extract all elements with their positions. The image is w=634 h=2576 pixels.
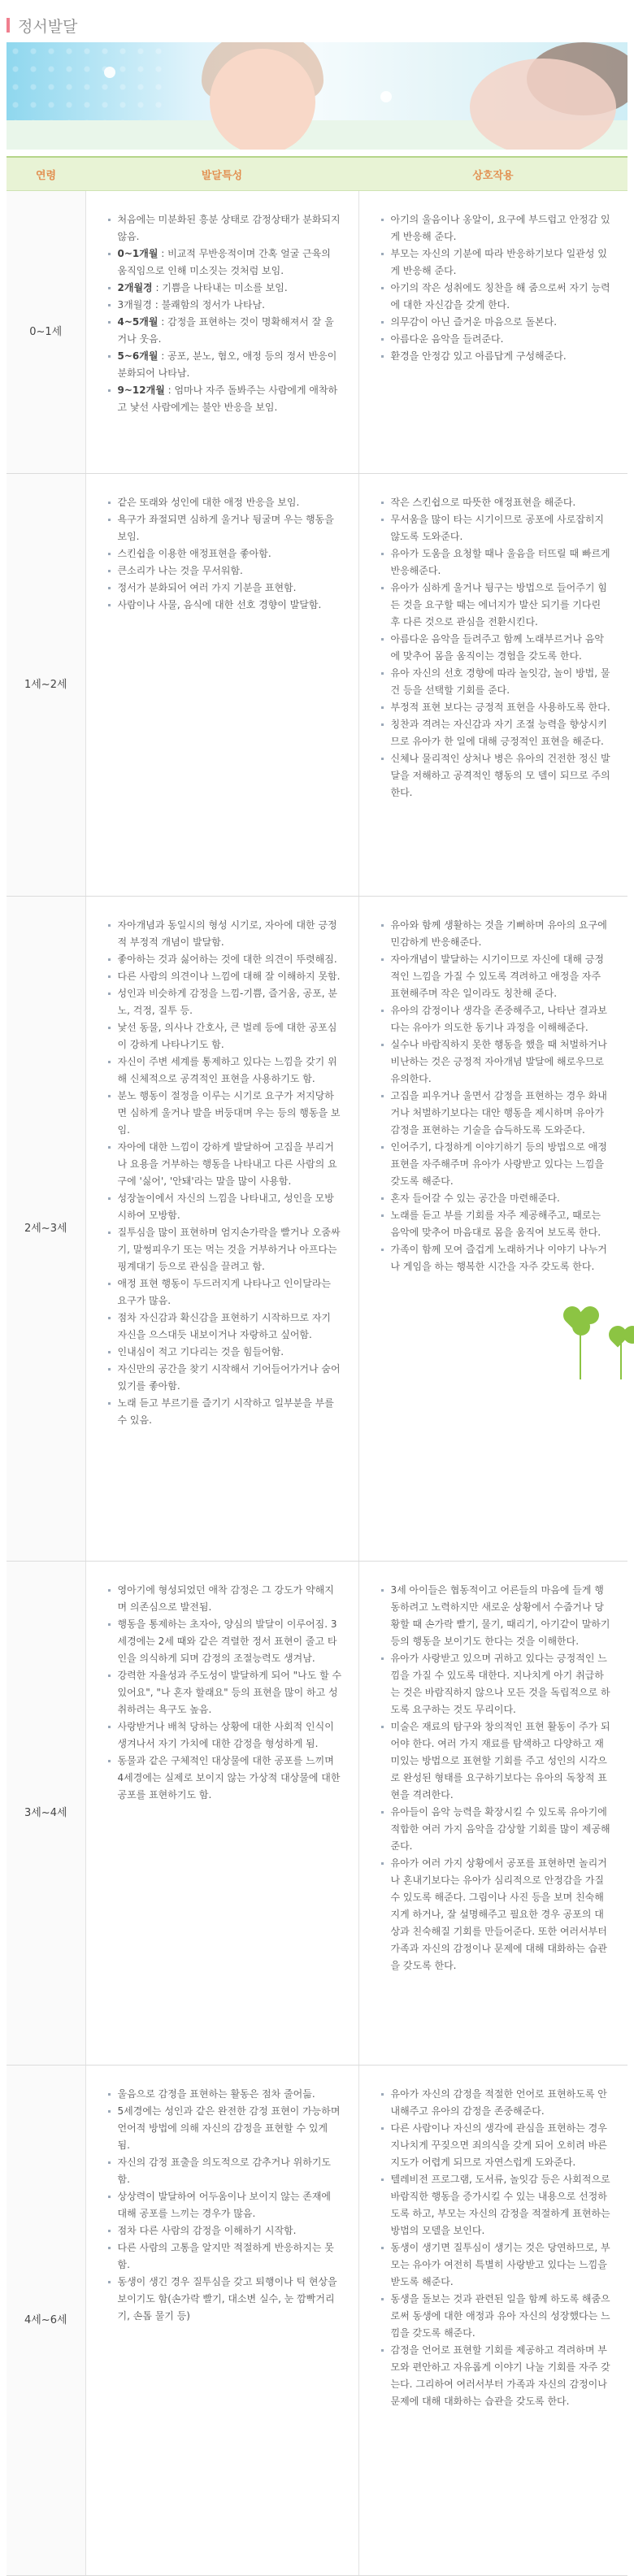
list-item [108,917,343,951]
item-text: 다른 사람의 의견이나 느낌에 대해 잘 이해하지 못함. [117,971,341,982]
item-text: 질투심을 많이 표현하며 엄지손가락을 빨거나 오줌싸기, 말썽피우기 또는 먹는 것을 거부하거나 아프다는 핑계대기 등으로 관심을 끌려고 함. [117,1227,341,1272]
list-item [108,1361,343,1395]
list-item [108,1344,343,1361]
item-text: 스킨쉽을 이용한 애정표현을 좋아함. [117,548,271,559]
list-item [108,580,343,597]
page-title: 정서발달 [18,18,78,36]
list-item [108,563,343,580]
list-item [108,1224,343,1275]
list-item [108,2222,343,2239]
table-row [7,191,627,474]
list-item: 아기의 작은 성취에도 칭찬을 해 줌으로써 자기 능력에 대한 자신감을 갖게 한다. [381,280,613,314]
features-cell [85,2066,358,2576]
features-cell [85,897,358,1562]
list-item [108,1667,343,1718]
flower-decoration [380,91,392,102]
list-item: 유아의 감정이나 생각을 존중해주고, 나타난 결과보다는 유아가 의도한 동기나 과정을 이해해준다. [381,1002,613,1036]
header-interaction: 상호작용 [358,157,627,191]
item-text: 성인과 비슷하게 감정을 느낌-기쁨, 즐거움, 공포, 분노, 걱정, 질투 등. [117,988,338,1016]
interaction-list [360,475,627,816]
list-item [108,1088,343,1139]
title-marker [7,18,10,33]
list-item: 아름다운 음악을 들려주고 함께 노래부르거나 음악에 맞추어 몸을 움직이는 경험을 갖도록 한다. [381,631,613,665]
list-item: 유아가 자신의 감정을 적절한 언어로 표현하도록 안내해주고 유아의 감정을 존중해준다. [381,2086,613,2120]
features-list [87,1562,358,1818]
list-item [108,985,343,1019]
table-row [7,2066,627,2576]
list-item: 부정적 표현 보다는 긍정적 표현을 사용하도록 한다. [381,699,613,716]
list-item [108,968,343,985]
item-text: 욕구가 좌절되면 심하게 울거나 뒹굴며 우는 행동을 보임. [117,514,334,542]
item-text: 처음에는 미분화된 흥분 상태로 감정상태가 분화되지 않음. [117,214,341,242]
hero-banner-image [7,42,627,150]
item-text: 상상력이 발달하여 어두움이나 보이지 않는 존재에 대해 공포를 느끼는 경우가 많음. [117,2191,332,2219]
list-item [108,511,343,545]
header-age: 연령 [7,157,85,191]
list-item: 환경을 안정감 있고 아름답게 구성해준다. [381,348,613,365]
item-text: 사랑받거나 배척 당하는 상황에 대한 사회적 인식이 생겨나서 자기 가치에 대한 감정을 형성하게 됨. [117,1721,334,1749]
item-label: 0~1개월 [117,248,158,259]
item-text: 큰소리가 나는 것을 무서워함. [117,565,243,576]
item-text: 다른 사람의 고통을 알지만 적절하게 반응하지는 못함. [117,2242,334,2270]
item-text: 3개월경 : 불쾌함의 정서가 나타남. [117,299,265,311]
list-item [108,1616,343,1667]
item-text: 행동을 통제하는 초자아, 양심의 발달이 이루어짐. 3세경에는 2세 때와 같은 격렬한 정서 표현이 줄고 타인을 의식하게 되며 감정의 조절능력도 생겨남. [117,1618,337,1664]
list-item: 혼자 들어갈 수 있는 공간을 마련해준다. [381,1190,613,1207]
list-item: 실수나 바람직하지 못한 행동을 했을 때 처벌하거나 비난하는 것은 긍정적 자아개념 발달에 해로우므로 유의한다. [381,1036,613,1088]
list-item: 작은 스킨쉽으로 따뜻한 애정표현을 해준다. [381,494,613,511]
interaction-cell [358,191,627,474]
list-item [108,1718,343,1753]
age-cell: 3세~4세 [7,1562,85,2066]
list-item: 유아가 도움을 요청할 때나 울음을 터뜨릴 때 빠르게 반응해준다. [381,545,613,580]
item-text: 울음으로 감정을 표현하는 활동은 점차 줄어듦. [117,2088,315,2100]
list-item: 의무감이 아닌 즐거운 마음으로 돌본다. [381,314,613,331]
features-cell [85,1562,358,2066]
item-text: : 비교적 무반응적이며 간혹 얼굴 근육의 움직임으로 인해 미소짓는 것처럼 보임. [117,248,331,276]
list-item [108,2103,343,2154]
interaction-cell [358,2066,627,2576]
list-item: 유아들이 음악 능력을 확장시킬 수 있도록 유아기에 적합한 여러 가지 음악을 감상할 기회를 많이 제공해준다. [381,1804,613,1855]
item-text: 좋아하는 것과 싫어하는 것에 대한 의견이 뚜렷해짐. [117,954,337,965]
item-text: 동물과 같은 구체적인 대상물에 대한 공포를 느끼며 4세경에는 실제로 보이지 않는 가상적 대상물에 대한 공포를 표현하기도 함. [117,1755,341,1801]
list-item: 미술은 재료의 탐구와 창의적인 표현 활동이 주가 되어야 한다. 여러 가지 재료를 탐색하고 다양하고 재미있는 방법으로 표현할 기회를 주고 성인의 시각으로 완성된 형태를 요구하기보다는 유아의 독창적 표현을 격려한다. [381,1718,613,1804]
list-item: 유아가 사랑받고 있으며 귀하고 있다는 긍정적인 느낌을 가질 수 있도록 대한다. 지나치게 아기 취급하는 것은 바람직하지 않으나 모든 것을 독립적으로 하도록 요구하는 것도 무리이다. [381,1650,613,1718]
table-row [7,474,627,897]
list-item [108,1053,343,1088]
list-item: 고집을 피우거나 울면서 감정을 표현하는 경우 화내거나 처벌하기보다는 대안 행동을 제시하며 유아가 감정을 표현하는 기술을 습득하도록 도와준다. [381,1088,613,1139]
item-text: : 엄마나 자주 돌봐주는 사람에게 애착하고 낯선 사람에게는 불안 반응을 보임. [117,384,338,413]
list-item: 인어주기, 다정하게 이야기하기 등의 방법으로 애정표현을 자주해주며 유아가 사랑받고 있다는 느낌을 갖도록 해준다. [381,1139,613,1190]
list-item: 가족이 함께 모여 즐겁게 노래하거나 이야기 나누거나 게임을 하는 행복한 시간을 자주 갖도록 한다. [381,1241,613,1275]
interaction-cell [358,897,627,1562]
list-item [108,2274,343,2325]
list-item [108,494,343,511]
item-text: 자신만의 공간을 찾기 시작해서 기어들어가거나 숨어 있기를 좋아함. [117,1363,341,1392]
flower-decoration [104,67,115,78]
list-item [108,211,343,245]
table-body [7,191,627,2576]
list-item: 텔레비전 프로그램, 도서류, 놀잇감 등은 사회적으로 바람직한 행동을 증가시킬 수 있는 내용으로 선정하도록 하고, 부모는 자신의 감정을 적절하게 표현하는 방법의 모델을 보인다. [381,2171,613,2239]
features-list [87,192,358,431]
age-cell: 2세~3세 [7,897,85,1562]
list-item: 신체나 물리적인 상처나 병은 유아의 건전한 정신 발달을 저해하고 공격적인 행동의 모 델이 되므로 주의한다. [381,750,613,801]
item-text: 동생이 생긴 경우 질투심을 갖고 퇴행이나 틱 현상을 보이기도 함(손가락 빨기, 대소변 실수, 눈 깜빡거리기, 손톱 물기 등) [117,2276,337,2322]
list-item [108,1310,343,1344]
list-item [108,2154,343,2188]
item-text: 노래 듣고 부르기를 즐기기 시작하고 일부분을 부를 수 있음. [117,1397,334,1426]
interaction-list [360,192,627,380]
item-label: 9~12개월 [117,384,165,396]
item-text: 자신이 주변 세계를 통제하고 있다는 느낌을 갖기 위해 신체적으로 공격적인 표현을 사용하기도 함. [117,1056,337,1084]
item-text: 분노 행동이 절정을 이루는 시기로 요구가 저지당하면 심하게 울거나 발을 버둥대며 우는 등의 행동을 보임. [117,1090,341,1136]
item-text: 낯선 동물, 의사나 간호사, 큰 벌레 등에 대한 공포심이 강하게 나타나기도 함. [117,1022,337,1050]
features-list [87,2066,358,2339]
item-text: 성장놀이에서 자신의 느낌을 나타내고, 성인을 모방시하여 모방함. [117,1192,334,1221]
list-item: 유아가 심하게 울거나 뒹구는 방법으로 들어주기 힘든 것을 요구할 때는 에너지가 발산 되기를 기다린 후 다른 것으로 관심을 전환시킨다. [381,580,613,631]
list-item: 감정을 언어로 표현할 기회를 제공하고 격려하며 부모와 편안하고 자유롭게 이야기 나눌 기회를 자주 갖는다. 그리하여 여러서부터 가족과 자신의 감정이나 문제에 대해 대화하는 습관을 갖도록 한다. [381,2342,613,2410]
header-features: 발달특성 [85,157,358,191]
item-text: 강력한 자율성과 주도성이 발달하게 되어 "나도 할 수 있어요", "나 혼자 할래요" 등의 표현을 많이 하고 성취하려는 욕구도 높음. [117,1670,342,1715]
item-text: : 감정을 표현하는 것이 명확해져서 잘 울거나 웃음. [117,316,334,345]
list-item [108,1190,343,1224]
list-item [108,2086,343,2103]
list-item [108,245,343,280]
item-text: 애정 표현 행동이 두드러지게 나타나고 인이달라는 요구가 많음. [117,1278,332,1306]
item-text: 점차 자신감과 확신감을 표현하기 시작하므로 자기 자신을 으스대듯 내보이거나 자랑하고 싶어함. [117,1312,332,1340]
list-item: 아기의 울음이나 옹알이, 요구에 부드럽고 안정감 있게 반응해 준다. [381,211,613,245]
list-item [108,2239,343,2274]
item-text: 같은 또래와 성인에 대한 애정 반응을 보임. [117,497,300,508]
list-item [108,297,343,314]
list-item [108,314,343,348]
item-text: 사람이나 사물, 음식에 대한 선호 경향이 발달함. [117,599,322,610]
list-item [108,1019,343,1053]
list-item: 노래를 듣고 부를 기회를 자주 제공해주고, 때로는 음악에 맞추어 마음대로 몸을 움직여 보도록 한다. [381,1207,613,1241]
page-header [0,0,634,41]
list-item: 동생이 생기면 질투심이 생기는 것은 당연하므로, 부모는 유아가 여전히 특별히 사랑받고 있다는 느낌을 받도록 해준다. [381,2239,613,2291]
item-text: 자아개념과 동일시의 형성 시기로, 자아에 대한 긍정적 부정적 개념이 발달함. [117,919,337,948]
list-item [108,1582,343,1616]
list-item [108,1139,343,1190]
item-label: 5~6개월 [117,350,158,362]
item-text: 점차 다른 사람의 감정을 이해하기 시작함. [117,2225,297,2236]
list-item [108,348,343,382]
features-cell [85,191,358,474]
list-item: 자아개념이 발달하는 시기이므로 자신에 대해 긍정적인 느낌을 가질 수 있도록 격려하고 애정을 자주 표현해주며 작은 일이라도 칭찬해 준다. [381,951,613,1002]
item-text: : 기쁨을 나타내는 미소를 보임. [152,282,288,293]
item-text: 자아에 대한 느낌이 강하게 발달하여 고집을 부리거나 요용을 거부하는 행동을 나타내고 다른 사람의 요구에 '싫어', '안돼'라는 말을 많이 사용함. [117,1141,337,1187]
mother-face-decoration [470,59,616,150]
features-list [87,897,358,1444]
features-list [87,475,358,628]
development-table [7,156,627,2576]
list-item [108,382,343,416]
table-row [7,1562,627,2066]
interaction-list [360,897,627,1290]
item-text: 자신의 감정 표출을 의도적으로 감추거나 위하기도 함. [117,2157,332,2185]
item-text: 5세경에는 성인과 같은 완전한 감정 표현이 가능하며 언어적 방법에 의해 자신의 감정을 표현할 수 있게 됨. [117,2105,341,2151]
list-item [108,1753,343,1804]
list-item [108,2188,343,2222]
list-item [108,597,343,614]
list-item [108,1395,343,1429]
list-item [108,280,343,297]
interaction-list [360,1562,627,1989]
clover-decoration [360,1290,627,1388]
list-item: 3세 아이들은 협동적이고 어른들의 마음에 들게 행동하려고 노력하지만 새로운 상황에서 수줍거나 당황할 때 손가락 빨기, 물기, 때리기, 아기같이 말하기 등의 행동을 보이기도 한다는 것을 이해한다. [381,1582,613,1650]
item-text: 인내심이 적고 기다리는 것을 힘들어함. [117,1346,284,1358]
age-cell: 4세~6세 [7,2066,85,2576]
interaction-cell [358,474,627,897]
list-item [108,545,343,563]
item-text: 영아기에 형성되었던 애착 감정은 그 강도가 약해지며 의존심으로 발전됨. [117,1584,334,1613]
list-item [108,1275,343,1310]
item-label: 4~5개월 [117,316,158,328]
list-item [108,951,343,968]
interaction-cell [358,1562,627,2066]
age-cell: 1세~2세 [7,474,85,897]
list-item: 동생을 돌보는 것과 관련된 일을 함께 하도록 해줌으로써 동생에 대한 애정과 유아 자신의 성장했다는 느낌을 갖도록 해준다. [381,2291,613,2342]
interaction-list [360,2066,627,2425]
item-label: 2개월경 [117,282,153,293]
list-item: 칭찬과 격려는 자신감과 자기 조절 능력을 향상시키므로 유아가 한 일에 대해 긍정적인 표현을 해준다. [381,716,613,750]
table-header-row [7,157,627,191]
list-item: 무서움을 많이 타는 시기이므로 공포에 사로잡히지 않도록 도와준다. [381,511,613,545]
list-item: 유아 자신의 선호 경향에 따라 놀잇감, 놀이 방법, 물건 등을 선택할 기회를 준다. [381,665,613,699]
list-item: 유아가 여러 가지 상황에서 공포를 표현하면 놀리거나 혼내기보다는 유아가 심리적으로 안정감을 가질 수 있도록 해준다. 그림이나 사진 등을 보며 친숙해지게 하거나, 잘 설명해주고 필요한 경우 공포의 대상과 친숙해질 기회를 만들어준다. 또한 여러서부터 가족과 자신의 감정이나 문제에 대해 대화하는 습관을 갖도록 한다. [381,1855,613,1974]
features-cell [85,474,358,897]
item-text: 정서가 분화되어 여러 가지 기분을 표현함. [117,582,297,593]
age-cell: 0~1세 [7,191,85,474]
child-face-decoration [210,49,315,150]
list-item: 부모는 자신의 기분에 따라 반응하기보다 일관성 있게 반응해 준다. [381,245,613,280]
list-item: 다른 사람이나 자신의 생각에 관심을 표현하는 경우 지나치게 꾸짖으면 죄의식을 갖게 되어 오히려 바른지도가 어렵게 되므로 자연스럽게 도와준다. [381,2120,613,2171]
table-row [7,897,627,1562]
item-text: : 공포, 분노, 혐오, 애정 등의 정서 반응이 분화되어 나타남. [117,350,337,379]
list-item: 유아와 함께 생활하는 것을 기뻐하며 유아의 요구에 민감하게 반응해준다. [381,917,613,951]
list-item: 아름다운 음악을 들려준다. [381,331,613,348]
